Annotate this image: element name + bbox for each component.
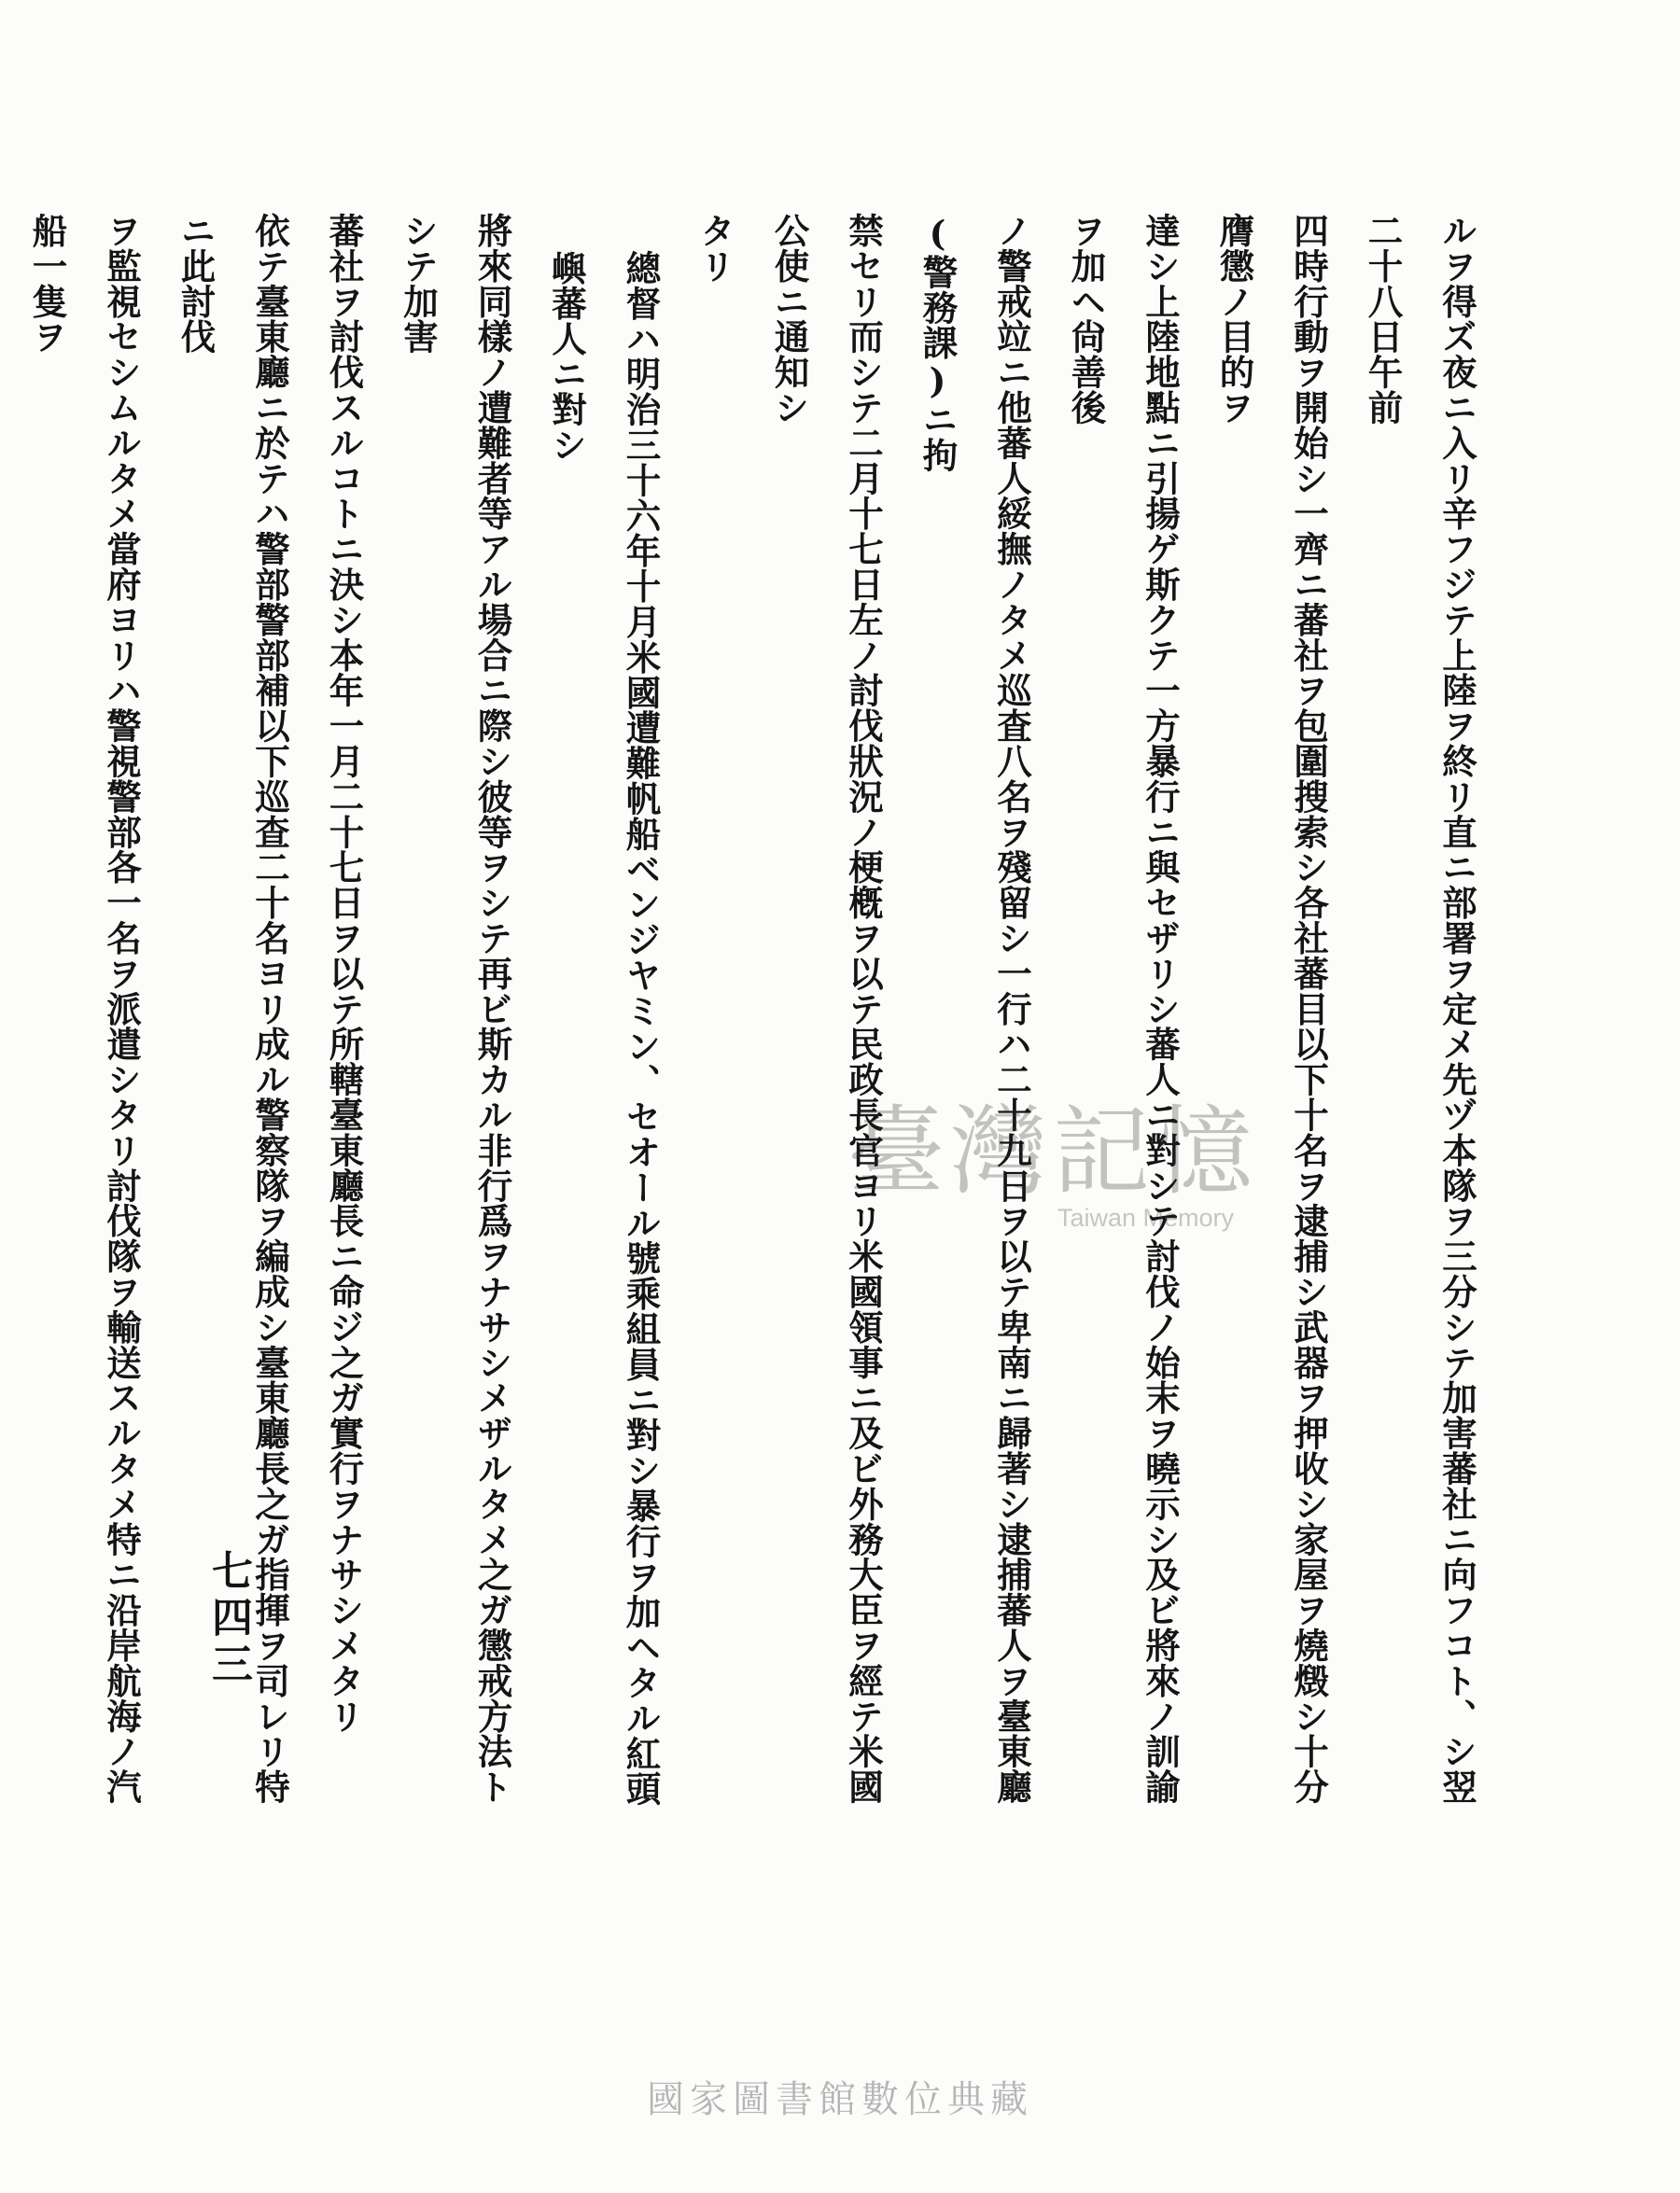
text-column: 依テ臺東廳ニ於テハ警部警部補以下巡查二十名ヨリ成ル警察隊ヲ編成シ臺東廳長之ガ指揮ヲ司レリ特ニ此討伐 [175, 213, 290, 1805]
page-number: 七四三 [204, 1549, 252, 1689]
watermark-logo-english: Taiwan Memory [1057, 1204, 1235, 1232]
watermark-logo-glyphs: 臺灣記憶 [847, 1095, 1259, 1208]
library-footer: 國家圖書館數位典藏 [647, 2078, 1033, 2121]
text-column: 將來同樣ノ遭難者等アル場合ニ際シ彼等ヲシテ再ビ斯カル非行爲ヲナサシメザルタメ之ガ懲戒方法トシテ加害 [398, 213, 513, 1805]
text-column [0, 213, 9, 1818]
taiwan-memory-watermark [847, 1073, 1286, 1260]
text-column: ノ警戒竝ニ他蕃人綏撫ノタメ巡査八名ヲ殘留シ一行ハ二十九日ヲ以テ卑南ニ歸著シ逮捕蕃人ヲ臺東廳(警務課)ニ拘 [917, 213, 1032, 1805]
text-column: 總督ハ明治三十六年十月米國遭難帆船ベンジヤミン、セオール號乘組員ニ對シ暴行ヲ加ヘタル紅頭嶼蕃人ニ對シ [546, 250, 662, 1807]
text-column: 四時行動ヲ開始シ一齊ニ蕃社ヲ包圍搜索シ各社蕃目以下十名ヲ逮捕シ武器ヲ押收シ家屋ヲ燒燬シ十分膺懲ノ目的ヲ [1213, 213, 1329, 1805]
text-column: ルヲ得ズ夜ニ入リ辛フジテ上陸ヲ終リ直ニ部署ヲ定メ先ヅ本隊ヲ三分シテ加害蕃社ニ向フコト、シ翌二十八日午前 [1362, 213, 1477, 1805]
text-column: 蕃社ヲ討伐スルコトニ決シ本年一月二十七日ヲ以テ所轄臺東廳長ニ命ジ之ガ實行ヲナサシメタリ [323, 213, 365, 1734]
text-column: 達シ上陸地點ニ引揚ゲ斯クテ一方暴行ニ與セザリシ蕃人ニ對シテ討伐ノ始末ヲ曉示シ及ビ將來ノ訓諭ヲ加ヘ尙善後 [1065, 213, 1181, 1805]
text-column: ヲ監視セシムルタメ當府ヨリハ警視警部各一名ヲ派遣シタリ討伐隊ヲ輸送スルタメ特ニ沿岸航海ノ汽船一隻ヲ [26, 213, 142, 1805]
text-column: 禁セリ而シテ二月十七日左ノ討伐狀況ノ梗槪ヲ以テ民政長官ヨリ米國領事ニ及ビ外務大臣ヲ經テ米國公使ニ通知シ [768, 213, 884, 1805]
text-column: タリ [694, 213, 735, 284]
